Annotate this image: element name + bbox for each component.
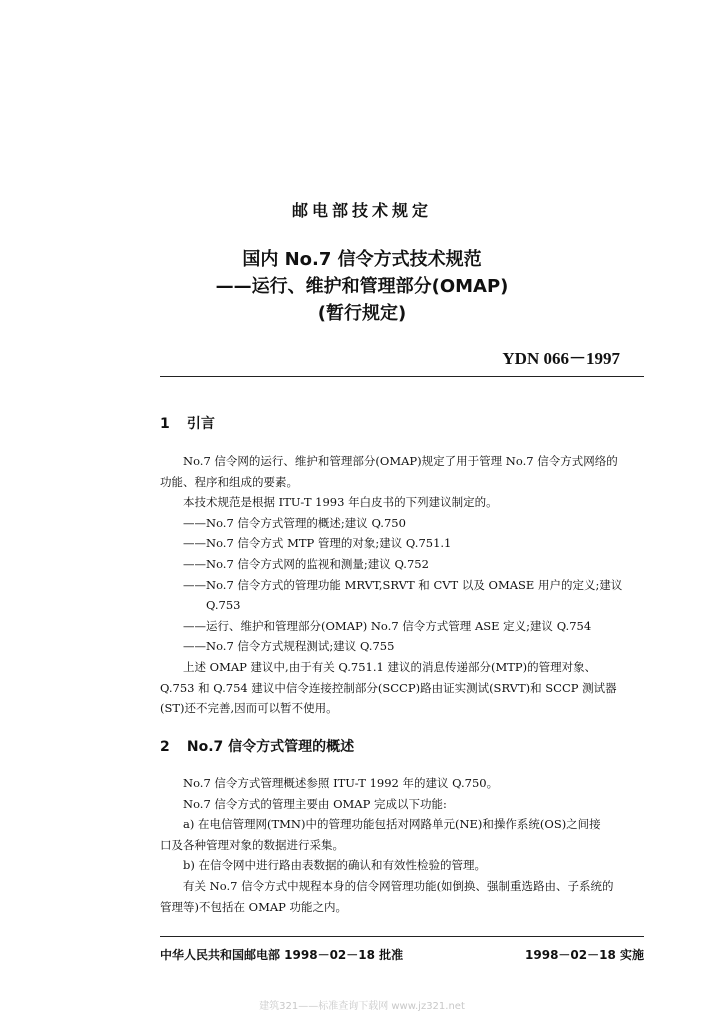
approval-date: 中华人民共和国邮电部 1998－02－18 批准: [160, 948, 404, 962]
site-watermark: 建筑321——标准查询下载网 www.jz321.net: [259, 1001, 465, 1012]
paragraph-line: b) 在信令网中进行路由表数据的确认和有效性检验的管理。: [183, 858, 487, 873]
paragraph-line: a) 在电信管理网(TMN)中的管理功能包括对网路单元(NE)和操作系统(OS)之间接: [183, 817, 601, 832]
section-1-number: 1: [160, 416, 170, 432]
effective-date: 1998－02－18 实施: [525, 948, 644, 962]
issuing-agency: 邮电部技术规定: [291, 201, 432, 220]
paragraph-line: No.7 信令方式的管理主要由 OMAP 完成以下功能:: [183, 796, 447, 811]
title-line-1: 国内 No.7 信令方式技术规范: [242, 249, 482, 270]
footer-divider: [160, 936, 644, 937]
paragraph-line: 本技术规范是根据 ITU-T 1993 年白皮书的下列建议制定的。: [183, 495, 498, 510]
paragraph-line: 有关 No.7 信令方式中规程本身的信令网管理功能(如倒换、强制重选路由、子系统的: [183, 878, 614, 893]
list-item: ——No.7 信令方式 MTP 管理的对象;建议 Q.751.1: [183, 536, 452, 551]
section-2-body: [160, 773, 644, 917]
paragraph-line: No.7 信令方式管理概述参照 ITU-T 1992 年的建议 Q.750。: [183, 776, 499, 790]
paragraph-line: 上述 OMAP 建议中,由于有关 Q.751.1 建议的消息传递部分(MTP)的管理对象、: [183, 659, 597, 674]
paragraph-line: 功能、程序和组成的要素。: [160, 474, 298, 489]
section-1-heading: [160, 413, 215, 433]
paragraph-line: 口及各种管理对象的数据进行采集。: [160, 837, 344, 852]
list-item-continuation: Q.753: [206, 598, 241, 613]
section-1-body: [160, 451, 644, 719]
section-1-title: 引言: [186, 416, 215, 432]
section-2-title: No.7 信令方式管理的概述: [186, 739, 355, 755]
list-item: ——No.7 信令方式网的监视和测量;建议 Q.752: [183, 556, 429, 571]
section-2-number: 2: [160, 739, 170, 755]
section-2-heading: [160, 736, 354, 756]
paragraph-line: No.7 信令网的运行、维护和管理部分(OMAP)规定了用于管理 No.7 信令方式网络的: [183, 454, 618, 468]
standard-number: YDN 066－1997: [502, 349, 620, 368]
list-item: ——No.7 信令方式管理的概述;建议 Q.750: [183, 515, 406, 530]
paragraph-line: (ST)还不完善,因而可以暂不使用。: [160, 701, 338, 716]
paragraph-line: 管理等)不包括在 OMAP 功能之内。: [160, 899, 348, 914]
header-divider: [160, 376, 644, 377]
paragraph-line: Q.753 和 Q.754 建议中信令连接控制部分(SCCP)路由证实测试(SRVT)和 SCCP 测试器: [160, 680, 617, 695]
title-line-2: ——运行、维护和管理部分(OMAP): [215, 276, 509, 297]
list-item: ——No.7 信令方式规程测试;建议 Q.755: [183, 639, 395, 654]
list-item: ——No.7 信令方式的管理功能 MRVT,SRVT 和 CVT 以及 OMASE 用户的定义;建议: [183, 577, 623, 592]
title-line-3: (暂行规定): [317, 303, 407, 324]
list-item: ——运行、维护和管理部分(OMAP) No.7 信令方式管理 ASE 定义;建议 Q.754: [183, 618, 592, 633]
